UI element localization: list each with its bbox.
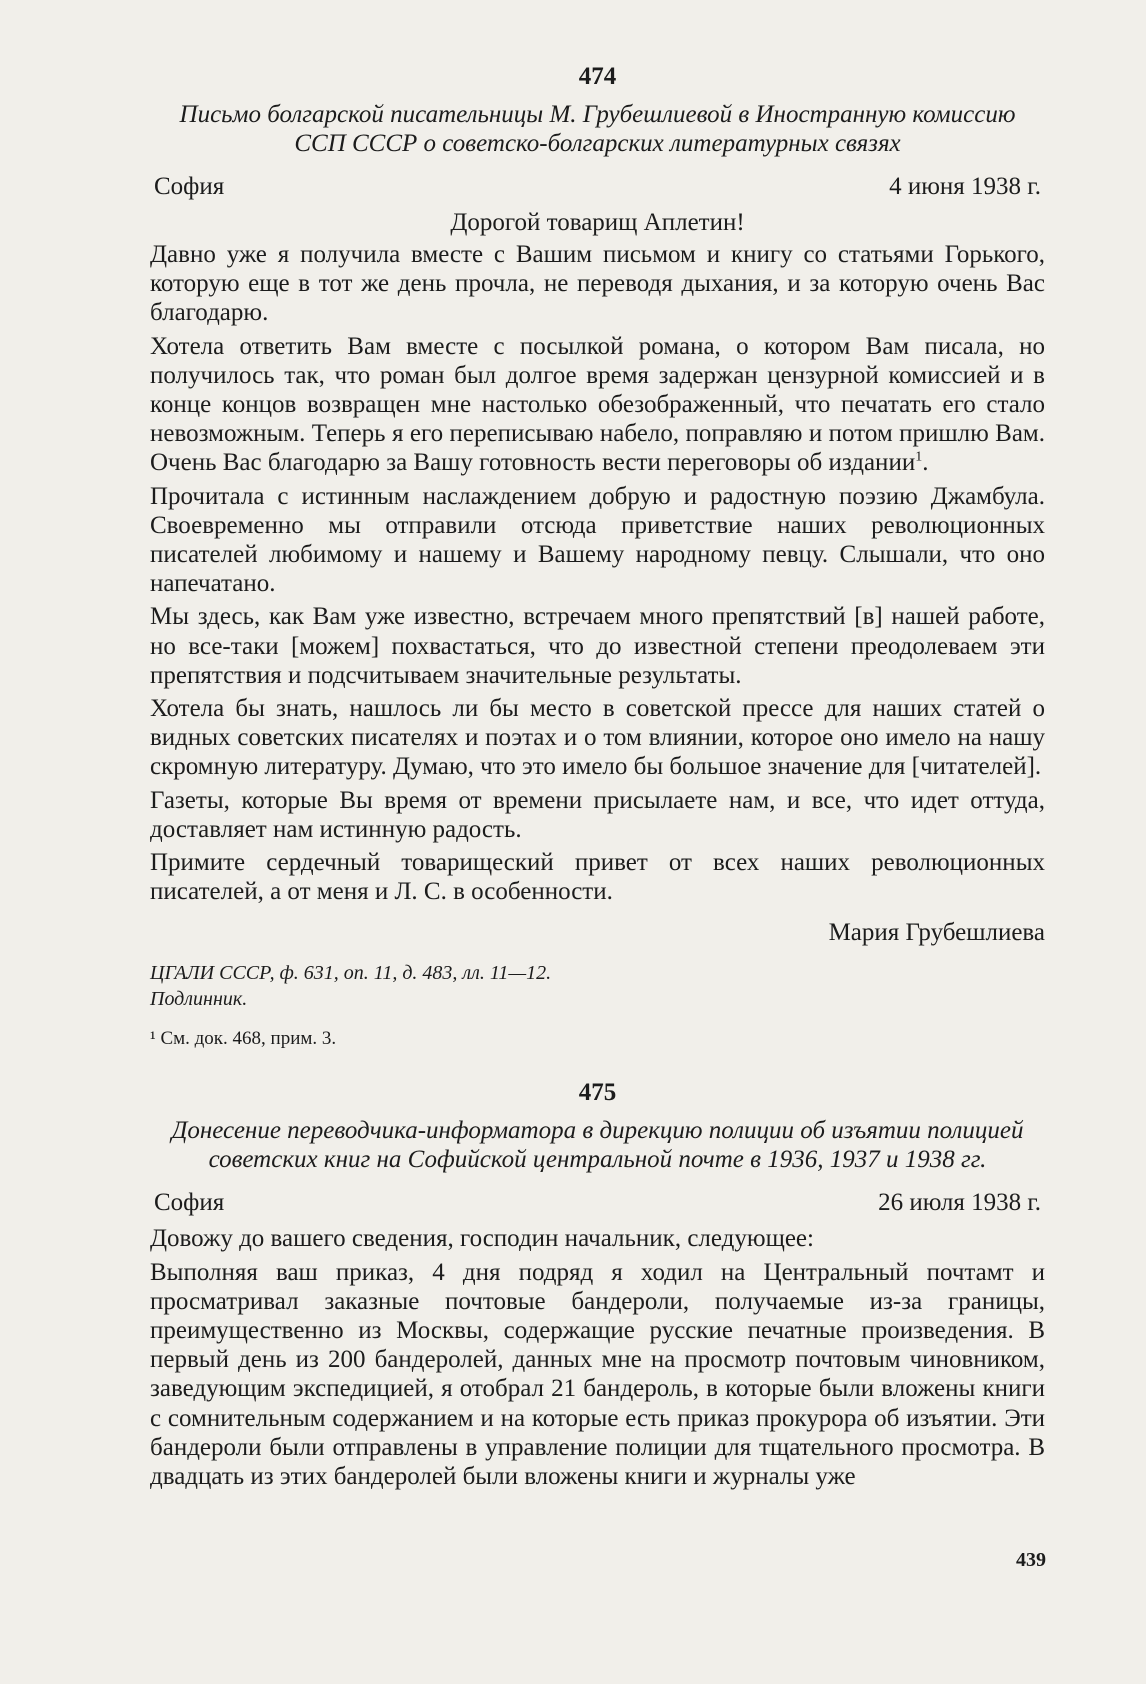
paragraph: Примите сердечный товарищеский привет от всех наших революционных писателей, а от меня и Л. С. в особенности. [150,849,1045,906]
salutation: Дорогой товарищ Аплетин! [450,209,745,236]
footnote: ¹ См. док. 468, прим. 3. [150,1028,337,1050]
paragraph: Хотела ответить Вам вместе с посылкой романа, о котором Вам писала, но получилось так, что роман был долгое время задержан цензурной комиссией и в конце концов возвращен мне настолько обезображенный, что печатать его стало невозможным. Теперь я его переписываю набело, поправляю и потом пришлю Вам. Очень Вас благодарю за Вашу готовность вести переговоры об издании$^1$. [150,332,1045,477]
footnote-marker: 1 [915,450,923,466]
document-title: Письмо болгарской писательницы М. Грубешлиевой в Иностранную комиссию ССП СССР о советско-болгарских литературных связях [179,101,1016,157]
place-date-line [154,1188,1041,1218]
document-475 [150,1078,1045,1491]
document-number: 474 [578,63,617,90]
page-number: 439 [1016,1549,1046,1571]
document-number: 475 [578,1079,617,1107]
document-title: Донесение переводчика-информатора в дирекцию полиции об изъятии полицией советских книг на Софийской центральной почте в 1936, 1937 и 1938 гг. [171,1117,1024,1174]
paragraph: Хотела бы знать, нашлось ли бы место в советской прессе для наших статей о видных советских писателях и поэтах и о том влиянии, которое оно имело на нашу скромную литературу. Думаю, что это имело бы большое значение для [читателей]. [150,695,1045,781]
document-474 [150,62,1045,1052]
paragraph: Газеты, которые Вы время от времени присылаете нам, и все, что идет оттуда, доставляет нам истинную радость. [150,786,1045,843]
paragraph: Давно уже я получила вместе с Вашим письмом и книгу со статьями Горького, которую еще в тот же день прочла, не переводя дыхания, и за которую очень Вас благодарю. [150,241,1045,327]
opening-line: Довожу до вашего сведения, господин начальник, следующее: [150,1225,814,1253]
place-date-line [154,172,1041,202]
paragraph: Прочитала с истинным наслаждением добрую и радостную поэзию Джамбула. Своевременно мы отправили отсюда приветствие наших революционных писателей любимому и нашему и Вашему народному певцу. Слышали, что оно напечатано. [150,482,1045,598]
archive-reference: ЦГАЛИ СССР, ф. 631, оп. 11, д. 483, лл. 11—12. [150,962,552,985]
place: София [154,173,225,200]
paragraph: Мы здесь, как Вам уже известно, встречаем много препятствий [в] нашей работе, но все-таки [можем] похвастаться, что до известной степени преодолеваем эти препятствия и подсчитываем значительные результаты. [150,603,1045,689]
paragraph: Выполняя ваш приказ, 4 дня подряд я ходил на Центральный почтамт и просматривал заказные почтовые бандероли, получаемые из-за границы, преимущественно из Москвы, содержащие русские печатные произведения. В первый день из 200 бандеролей, данных мне на просмотр почтовым чиновником, заведующим экспедицией, я отобрал 21 бандероль, в которые были вложены книги с сомнительным содержанием и на которые есть приказ прокурора об изъятии. Эти бандероли были отправлены в управление полиции для тщательного просмотра. В двадцать из этих бандеролей были вложены книги и журналы уже [150,1258,1045,1491]
place: София [154,1189,225,1217]
archive-note: Подлинник. [150,988,248,1011]
signature: Мария Грубешлиева [828,919,1045,947]
date: 26 июля 1938 г. [878,1189,1041,1217]
date: 4 июня 1938 г. [889,173,1041,200]
paragraph-text: Хотела ответить Вам вместе с посылкой романа, о котором Вам писала, но получилось так, что роман был долгое время задержан цензурной комиссией и в конце концов возвращен мне настолько обезображенный, что печатать его стало невозможным. Теперь я его переписываю набело, поправляю и потом пришлю Вам. Очень Вас благодарю за Вашу готовность вести переговоры об издании [150,332,1045,477]
page-content [150,62,1045,1495]
